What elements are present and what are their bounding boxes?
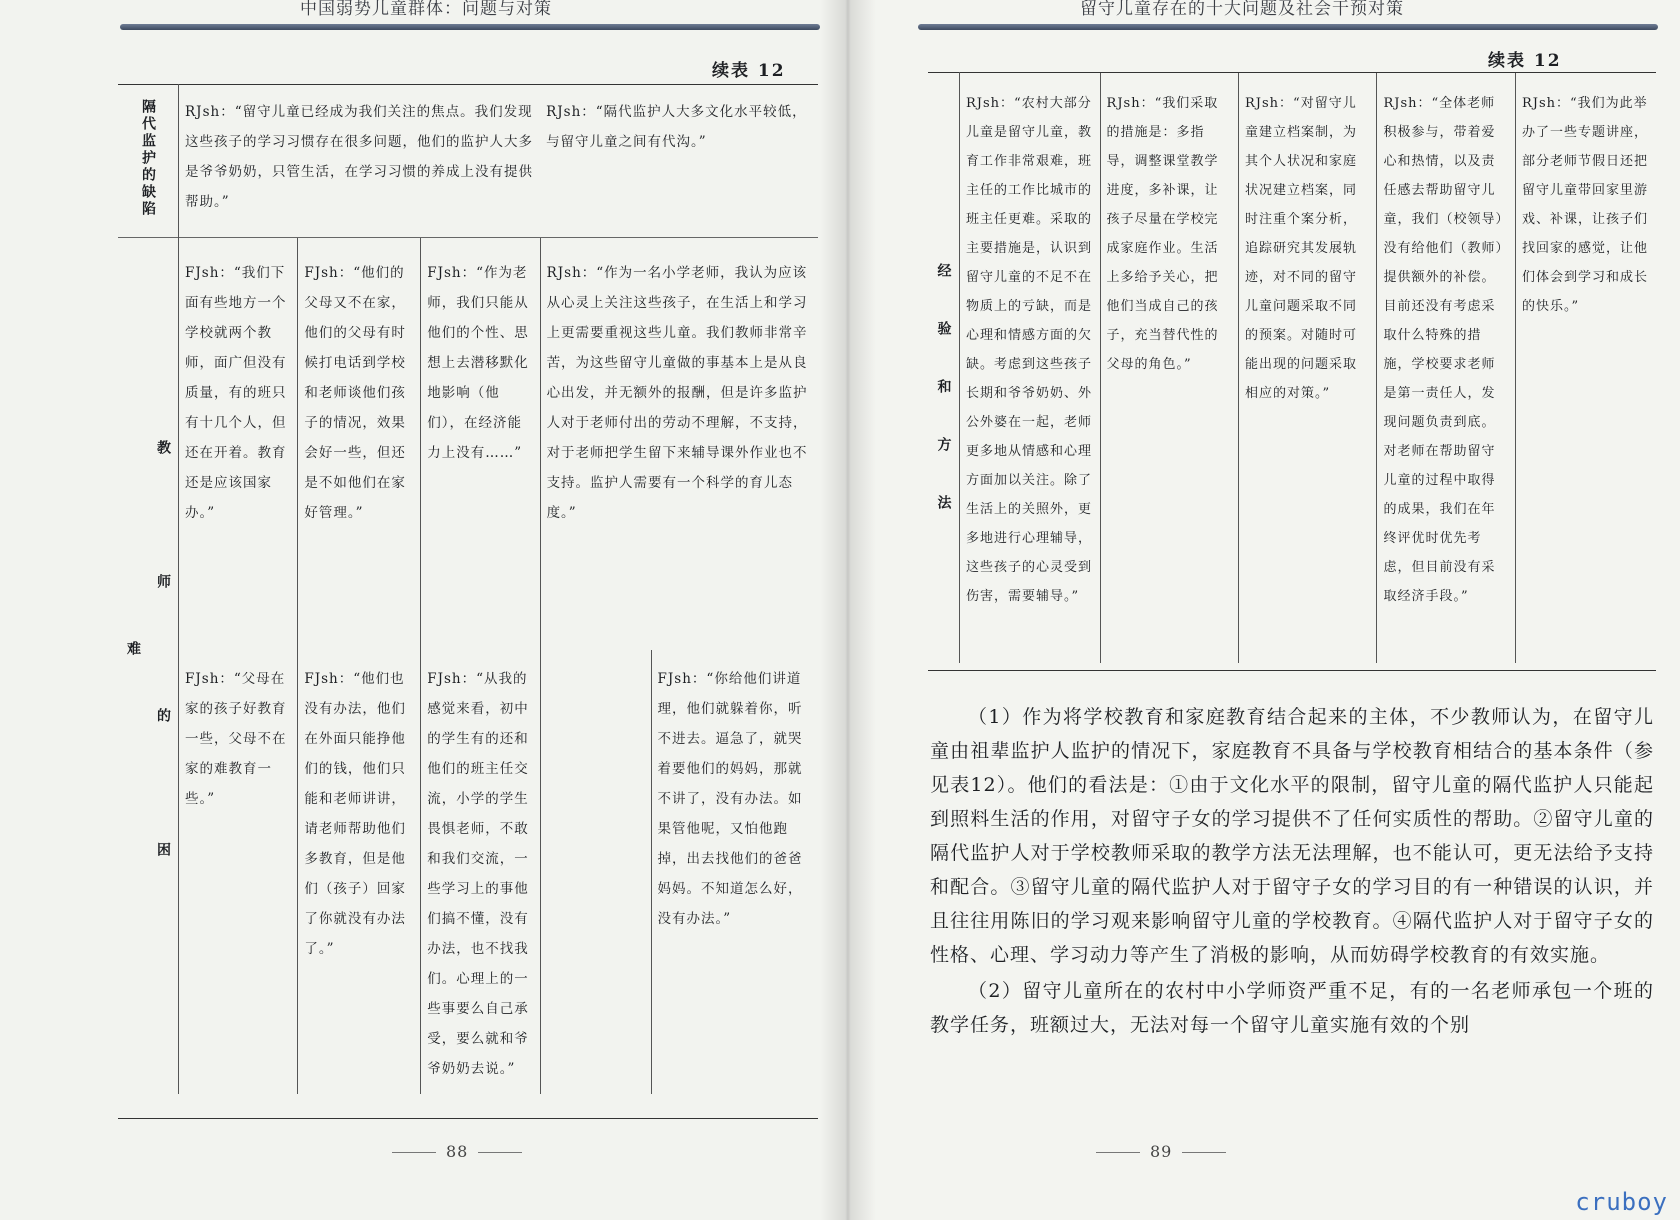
table-bottom-rule: [118, 1118, 818, 1119]
table-cell: RJsh：“全体老师积极参与，带着爱心和热情，以及责任感去帮助留守儿童，我们（校领导）没有给他们（教师）提供额外的补偿。目前还没有考虑采取什么特殊的措施，学校要求老师是第一责任人，发现问题负责到底。对老师在帮助留守儿童的过程中取得的成果，我们在年终评优时优先考虑，但目前没有采取经济手段。”: [1377, 73, 1515, 664]
body-text: [930, 700, 1654, 1042]
left-header-title: 中国弱势儿童群体：问题与对策: [300, 0, 552, 19]
category-label: 教师的困难: [125, 440, 171, 976]
table-cell: FJsh：“你给他们讲道理，他们就躲着你，听不进去。逼急了，就哭着要他们的妈妈，那就不讲了，没有办法。如果管他呢，又怕他跑掉，出去找他们的爸爸妈妈。不知道怎么好，没有办法。”: [651, 650, 818, 1094]
row-category: [118, 85, 179, 238]
table-row: [118, 238, 818, 651]
table-cell: RJsh：“我们采取的措施是：多指导，调整课堂教学进度，多补课，让孩子尽量在学校完成家庭作业。生活上多给予关心，把他们当成自己的孩子，充当替代性的父母的角色。”: [1100, 73, 1238, 664]
table-cell: RJsh：“我们为此举办了一些专题讲座，部分老师节假日还把留守儿童带回家里游戏、补课，让孩子们找回家的感觉，让他们体会到学习和成长的快乐。”: [1515, 73, 1656, 664]
table-cell: FJsh：“他们的父母又不在家，他们的父母有时候打电话到学校和老师谈他们孩子的情况，效果会好一些，但还是不如他们在家好管理。”: [298, 238, 421, 651]
row-category: [928, 73, 960, 664]
right-table: [928, 72, 1656, 663]
table-bottom-rule: [928, 670, 1656, 671]
row-category: [118, 238, 179, 1095]
left-table: [118, 84, 818, 1094]
table-cell: [540, 650, 651, 1094]
table-cell: FJsh：“从我的感觉来看，初中的学生有的还和他们的班主任交流，小学的学生畏惧老师，不敢和我们交流，一些学习上的事他们搞不懂，没有办法，也不找我们。心理上的一些事要么自己承受，要么就和爷爷奶奶去说。”: [421, 650, 540, 1094]
table-row: [928, 73, 1656, 664]
table-cell: FJsh：“父母在家的孩子好教育一些，父母不在家的难教育一些。”: [179, 650, 298, 1094]
right-page-number: [1086, 1142, 1236, 1161]
continued-table-label: 续表 12: [712, 61, 786, 81]
header-rule: [120, 24, 820, 30]
table-row: [118, 85, 818, 238]
table-cell: FJsh：“他们也没有办法，他们在外面只能挣他们的钱，他们只能和老师讲讲，请老师帮助他们多教育，但是他们（孩子）回家了你就没有办法了。”: [298, 650, 421, 1094]
table-cell: FJsh：“我们下面有些地方一个学校就两个教师，面广但没有质量，有的班只有十几个人，但还在开着。教育还是应该国家办。”: [179, 238, 298, 651]
left-page-number: [382, 1142, 532, 1161]
right-header-title: 留守儿童存在的十大问题及社会干预对策: [1080, 0, 1404, 19]
table-cell: RJsh：“农村大部分儿童是留守儿童，教育工作非常艰难，班主任的工作比城市的班主任更难。采取的主要措施是，认识到留守儿童的不足不在物质上的亏缺，而是心理和情感方面的欠缺。考虑到这些孩子长期和爷爷奶奶、外公外婆在一起，老师更多地从情感和心理方面加以关注。除了生活上的关照外，更多地进行心理辅导，这些孩子的心灵受到伤害，需要辅导。”: [960, 73, 1101, 664]
category-label: 经验和方法: [935, 263, 952, 553]
table-row: [118, 650, 818, 1094]
watermark-text: cruboy: [1575, 1188, 1668, 1216]
table-cell: RJsh：“留守儿童已经成为我们关注的焦点。我们发现这些孩子的学习习惯存在很多问题，他们的监护人大多是爷爷奶奶，只管生活，在学习习惯的养成上没有提供帮助。”: [179, 85, 541, 238]
table-cell: RJsh：“隔代监护人大多文化水平较低，与留守儿童之间有代沟。”: [540, 85, 818, 238]
category-label: 隔代监护的缺陷: [140, 99, 156, 218]
table-cell: RJsh：“作为一名小学老师，我认为应该从心灵上关注这些孩子，在生活上和学习上更需要重视这些儿童。我们教师非常辛苦，为这些留守儿童做的事基本上是从良心出发，并无额外的报酬，但是许多监护人对于老师付出的劳动不理解，不支持，对于老师把学生留下来辅导课外作业也不支持。监护人需要有一个科学的育儿态度。”: [540, 238, 818, 651]
paragraph: （2）留守儿童所在的农村中小学师资严重不足，有的一名老师承包一个班的教学任务，班额过大，无法对每一个留守儿童实施有效的个别: [930, 980, 1654, 1036]
paragraph: （1）作为将学校教育和家庭教育结合起来的主体，不少教师认为，在留守儿童由祖辈监护人监护的情况下，家庭教育不具备与学校教育相结合的基本条件（参见表12）。他们的看法是：①由于文化水平的限制，留守儿童的隔代监护人只能起到照料生活的作用，对留守子女的学习提供不了任何实质性的帮助。②留守儿童的隔代监护人对于学校教师采取的教学方法无法理解，也不能认可，更无法给予支持和配合。③留守儿童的隔代监护人对于留守子女的学习目的有一种错误的认识，并且往往用陈旧的学习观来影响留守儿童的学校教育。④隔代监护人对于留守子女的性格、心理、学习动力等产生了消极的影响，从而妨碍学校教育的有效实施。: [930, 706, 1654, 966]
table-cell: FJsh：“作为老师，我们只能从他们的个性、思想上去潜移默化地影响（他们），在经济能力上没有……”: [421, 238, 540, 651]
page-number-text: 88: [446, 1142, 469, 1161]
header-rule: [918, 24, 1658, 30]
page-number-text: 89: [1150, 1142, 1173, 1161]
table-cell: RJsh：“对留守儿童建立档案制，为其个人状况和家庭状况建立档案，同时注重个案分析，追踪研究其发展轨迹，对不同的留守儿童问题采取不同的预案。对随时可能出现的问题采取相应的对策。”: [1239, 73, 1377, 664]
right-page: [848, 0, 1680, 1220]
continued-table-label: 续表 12: [1488, 51, 1562, 71]
